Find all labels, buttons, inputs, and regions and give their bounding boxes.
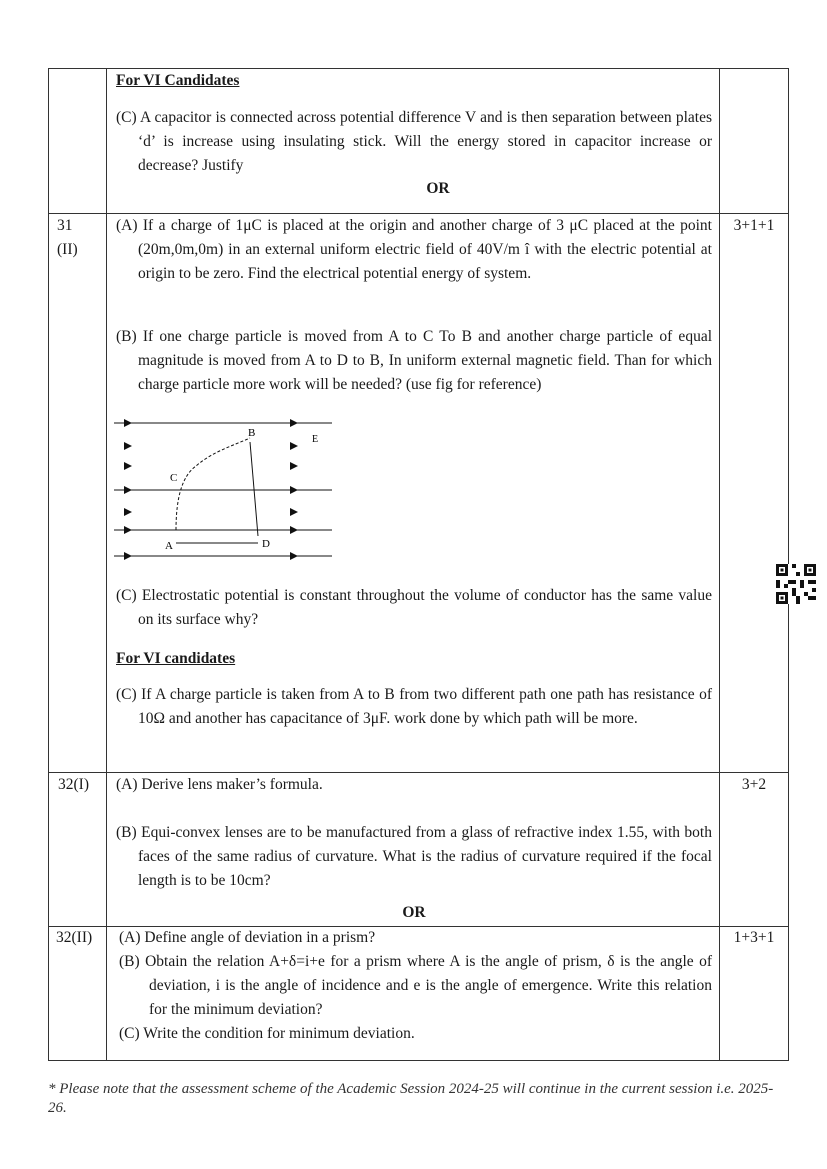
marks-value: 3+2	[741, 776, 767, 793]
vi-question-c-work: (C) If A charge particle is taken from A to B from two different path one path has resistance of 10Ω and another has capacitance of 3μF. work done by which path will be more.	[116, 686, 712, 727]
footer-note: * Please note that the assessment scheme of the Academic Session 2024-25 will continue in the current session i.e. 2025-26.	[48, 1081, 774, 1116]
vi-candidates-heading: For VI candidates	[116, 650, 236, 667]
vi-question-c-capacitor: (C) A capacitor is connected across potential difference V and is then separation between plates ‘d’ is increase using insulating stick. Will the energy stored in capacitor increase or decrease? Justify	[116, 109, 712, 174]
label-B: B	[248, 427, 256, 439]
arrowhead	[290, 419, 298, 427]
column-divider-number	[106, 69, 107, 1060]
question-31-b: (B) If one charge particle is moved from A to C To B and another charge particle of equal magnitude is moved from A to D to B, In uniform external magnetic field. Than for which charge particle more work will be needed? (use fig for reference)	[116, 328, 712, 393]
question-32-ii-c: (C) Write the condition for minimum deviation.	[119, 1025, 415, 1042]
marks-value: 1+3+1	[733, 929, 775, 946]
arrowhead	[290, 552, 298, 560]
arrowhead	[124, 552, 132, 560]
question-32-b: (B) Equi-convex lenses are to be manufactured from a glass of refractive index 1.55, with both faces of the same radius of curvature. What is the radius of curvature required if the focal length is to be 10cm?	[116, 824, 712, 889]
question-number: 32(II)	[56, 929, 93, 946]
question-31-c: (C) Electrostatic potential is constant throughout the volume of conductor has the same value on its surface why?	[116, 587, 712, 628]
arrowhead	[290, 486, 298, 494]
path-A-C-B	[176, 438, 250, 530]
qr-code-icon	[776, 564, 816, 604]
arrowhead	[124, 508, 132, 516]
question-number: 31	[57, 217, 73, 234]
question-32-ii-b: (B) Obtain the relation A+δ=i+e for a prism where A is the angle of prism, δ is the angle of deviation, i is the angle of incidence and e is the angle of emergence. Write this relation for the minimum deviation?	[119, 953, 712, 1018]
arrowhead	[290, 462, 298, 470]
arrowhead	[290, 526, 298, 534]
or-separator: OR	[426, 180, 450, 197]
arrowhead	[124, 442, 132, 450]
arrowhead	[124, 486, 132, 494]
question-31-a: (A) If a charge of 1μC is placed at the origin and another charge of 3 μC placed at the point (20m,0m,0m) in an external uniform electric field of 40V/m î with the electric potential at origin to be zero. Find the electrical potential energy of system.	[116, 217, 712, 282]
arrowhead	[124, 419, 132, 427]
question-32-a: (A) Derive lens maker’s formula.	[116, 776, 323, 793]
question-32-ii-a: (A) Define angle of deviation in a prism?	[119, 929, 376, 946]
arrowhead	[124, 462, 132, 470]
label-E: E	[312, 434, 319, 445]
label-A: A	[165, 540, 173, 552]
arrowhead	[124, 526, 132, 534]
arrowhead	[290, 442, 298, 450]
question-number: 32(I)	[58, 776, 89, 793]
question-part: (II)	[57, 241, 78, 258]
electric-field-path-figure	[112, 406, 336, 564]
label-D: D	[262, 538, 270, 550]
marks-value: 3+1+1	[733, 217, 775, 234]
label-C: C	[170, 472, 178, 484]
field-lines	[114, 423, 332, 556]
or-separator: OR	[402, 904, 426, 921]
arrowhead	[290, 508, 298, 516]
path-D-B	[250, 442, 258, 536]
vi-candidates-heading: For VI Candidates	[116, 72, 240, 89]
